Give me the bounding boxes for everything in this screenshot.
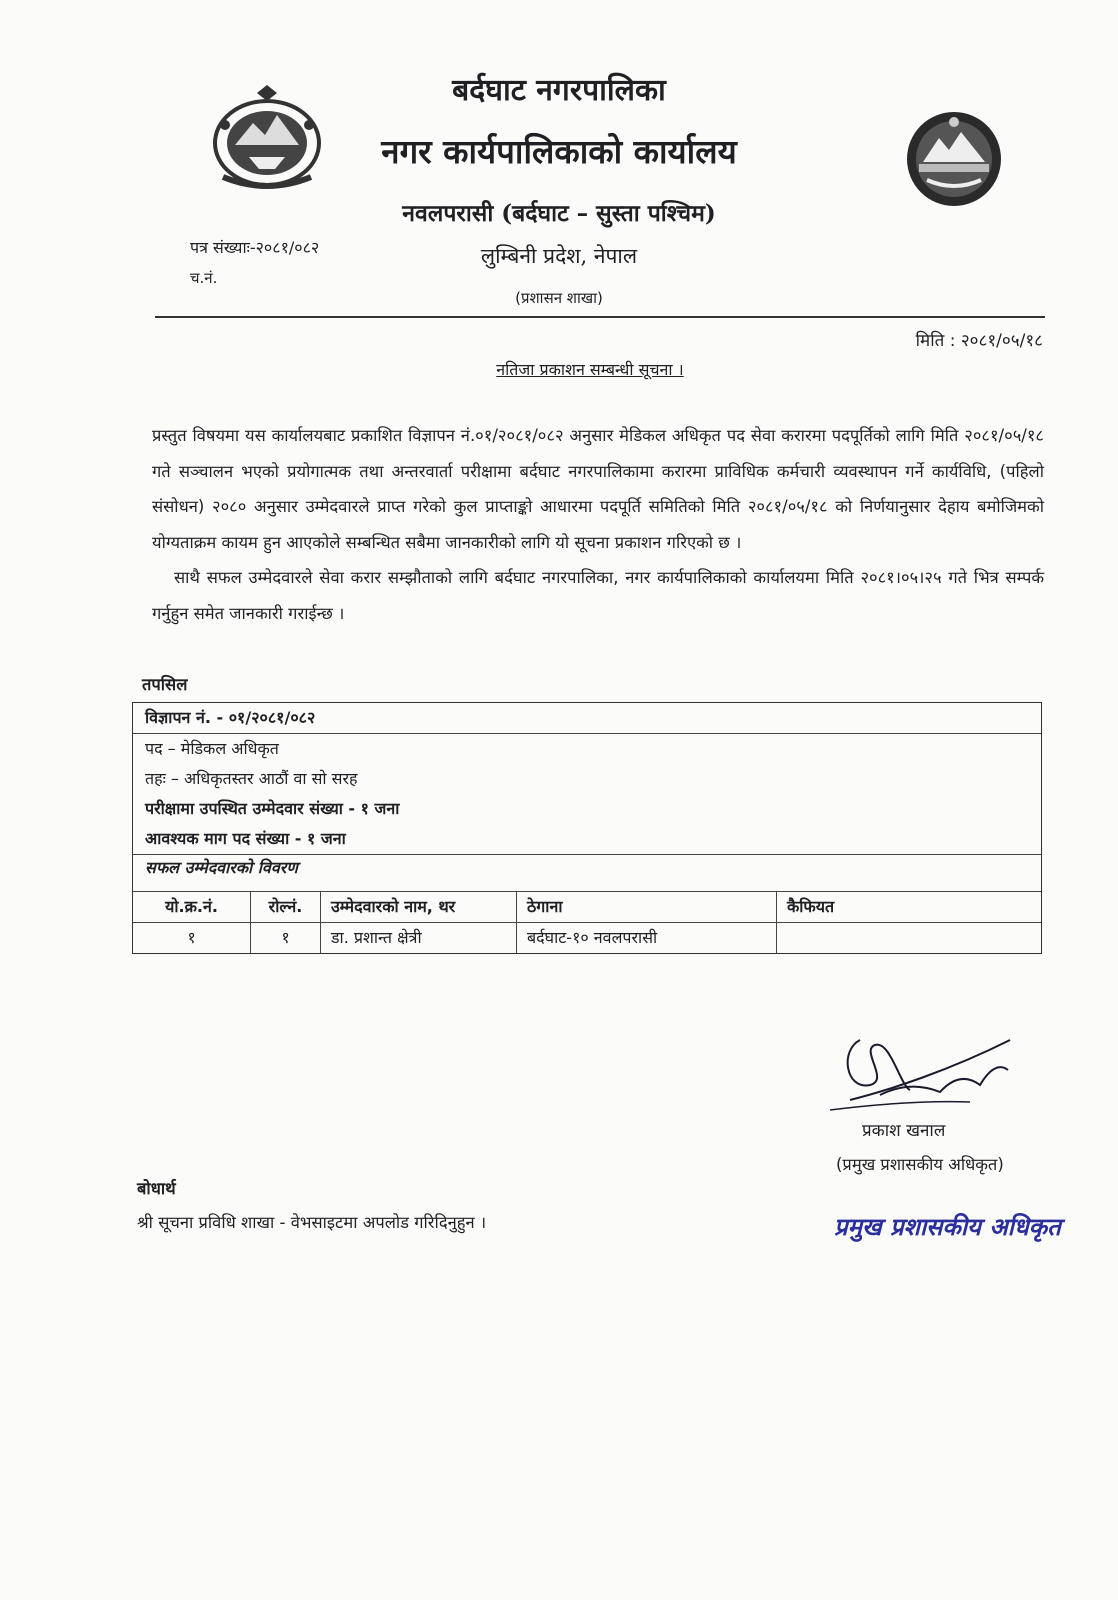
col-remarks: कैफियत — [777, 892, 1041, 923]
dispatch-number: च.नं. — [190, 269, 218, 287]
signatory-designation: (प्रमुख प्रशासकीय अधिकृत) — [836, 1155, 1004, 1174]
col-address: ठेगाना — [517, 892, 777, 923]
office-address-line: नवलपरासी (बर्दघाट – सुस्ता पश्चिम) — [402, 200, 716, 227]
table-row — [133, 923, 1041, 953]
cell-remarks — [777, 923, 1041, 953]
signatory-name: प्रकाश खनाल — [862, 1121, 946, 1141]
details-table — [132, 702, 1042, 954]
letter-subject — [0, 358, 1118, 380]
body-paragraph-1: प्रस्तुत विषयमा यस कार्यालयबाट प्रकाशित विज्ञापन नं.०१/२०८१/०८२ अनुसार मेडिकल अधिकृत पद सेवा करारमा पदपूर्तिको लागि मिति २०८१/०५/१८ गते सञ्चालन भएको प्रयोगात्मक तथा अन्तरवार्ता परीक्षामा बर्दघाट नगरपालिकामा करारमा प्राविधिक कर्मचारी व्यवस्थापन गर्ने कार्यविधि, (पहिलो संसोधन) २०८० अनुसार उम्मेदवारले प्राप्त गरेको कुल प्राप्ताङ्को आधारमा पदपूर्ति समितिको मिति २०८१/०५/१८ को निर्णयानुसार देहाय बमोजिमको योग्यताक्रम कायम हुन आएकोले सम्बन्धित सबैमा जानकारीको लागि यो सूचना प्रकाशन गरिएको छ । — [152, 426, 1044, 552]
designation-stamp: प्रमुख प्रशासकीय अधिकृत — [834, 1212, 1061, 1241]
successful-candidates-heading: सफल उम्मेदवारको विवरण — [133, 855, 1041, 892]
bodhartha-line: श्री सूचना प्रविधि शाखा - वेभसाइटमा अपलोड गरिदिनुहुन । — [137, 1213, 487, 1232]
letter-body — [152, 418, 1044, 631]
office-name-line1: बर्दघाट नगरपालिका — [452, 73, 666, 108]
subject-text: नतिजा प्रकाशन सम्बन्धी सूचना । — [496, 360, 684, 379]
cell-name: डा. प्रशान्त क्षेत्री — [321, 923, 517, 953]
bodhartha-label: बोधार्थ — [137, 1179, 176, 1198]
details-heading: तपसिल — [142, 675, 188, 694]
post-name: पद – मेडिकल अधिकृत — [145, 739, 279, 758]
province-line: लुम्बिनी प्रदेश, नेपाल — [480, 244, 638, 268]
branch-line: (प्रशासन शाखा) — [515, 289, 603, 307]
cell-roll: १ — [251, 923, 321, 953]
attended-count: परीक्षामा उपस्थित उम्मेदवार संख्या - १ जना — [145, 799, 400, 818]
body-paragraph-2: साथै सफल उम्मेदवारले सेवा करार सम्झौताको लागि बर्दघाट नगरपालिका, नगर कार्यपालिकाको कार्यालयमा मिति २०८१।०५।२५ गते भित्र सम्पर्क गर्नुहुन समेत जानकारी गराईन्छ । — [152, 568, 1044, 623]
letter-date: मिति : २०८१/०५/१८ — [915, 331, 1043, 351]
cell-address: बर्दघाट-१० नवलपरासी — [517, 923, 777, 953]
table-header-row — [133, 892, 1041, 923]
advert-number: विज्ञापन नं. - ०१/२०८१/०८२ — [133, 703, 1041, 734]
signature-icon — [830, 1030, 1030, 1120]
required-posts: आवश्यक माग पद संख्या - १ जना — [133, 824, 1041, 855]
office-name-line2: नगर कार्यपालिकाको कार्यालय — [381, 132, 737, 171]
col-serial: यो.क्र.नं. — [133, 892, 251, 923]
reference-number: पत्र संख्याः-२०८१/०८२ — [190, 238, 320, 257]
header-divider — [155, 316, 1045, 318]
col-name: उम्मेदवारको नाम, थर — [321, 892, 517, 923]
post-level: तहः – अधिकृतस्तर आठौं वा सो सरह — [145, 769, 358, 788]
col-roll: रोल्नं. — [251, 892, 321, 923]
cell-serial: १ — [133, 923, 251, 953]
